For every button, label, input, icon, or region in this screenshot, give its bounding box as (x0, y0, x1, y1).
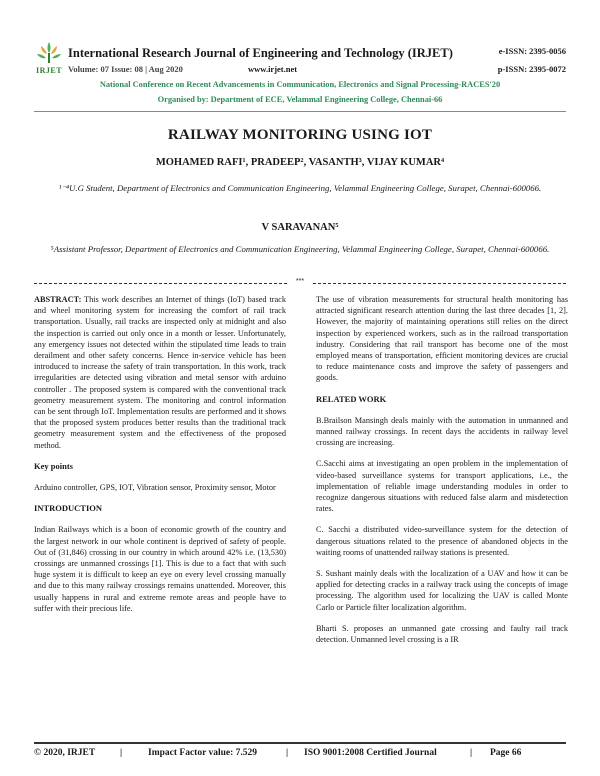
journal-header (34, 40, 566, 80)
related-work-paragraph: Bharti S. proposes an unmanned gate crossing and faulty rail track detection. Unmanned level crossing is a IR (316, 623, 568, 645)
page-footer (34, 748, 566, 762)
footer-rule (34, 742, 566, 744)
logo-text: IRJET (36, 66, 63, 75)
paper-title: RAILWAY MONITORING USING IOT (167, 127, 433, 143)
e-issn: e-ISSN: 2395-0056 (498, 46, 566, 56)
footer-copyright: © 2020, IRJET (34, 748, 96, 758)
affiliation-students: ¹⁻⁴U.G Student, Department of Electronics and Communication Engineering, Velammal Engineering College, Surapet, Chennai-600066. (58, 183, 542, 193)
journal-title: International Research Journal of Engineering and Technology (IRJET) (68, 46, 453, 60)
related-work-paragraph: S. Sushant mainly deals with the localization of a UAV and how it can be applied for detecting cracks in a railway track using the concepts of image processing. The algorithm used for localizing the UAV is called Monte Carlo or Particle filter localization algorithm. (316, 569, 568, 612)
keypoints-text: Arduino controller, GPS, IOT, Vibration sensor, Proximity sensor, Motor (34, 483, 276, 493)
separator-line-right (313, 283, 566, 284)
author-list: MOHAMED RAFI¹, PRADEEP², VASANTH³, VIJAY KUMAR⁴ (155, 157, 445, 168)
footer-iso: ISO 9001:2008 Certified Journal (304, 748, 437, 758)
author-supervisor: V SARAVANAN⁵ (261, 222, 339, 233)
header-rule (34, 111, 566, 112)
separator-mark: *** (295, 278, 305, 285)
related-work-paragraph: B.Brailson Mansingh deals mainly with the automation in unmanned and manned railway crossings. In recent days the accidents in railway level crossing are increasing. (316, 415, 568, 448)
introduction-continued: The use of vibration measurements for structural health monitoring has attracted significant research attention during the last three decades [1, 2]. However, the majority of maintaining operations still relies on the direct inspection by experienced workers, such as in the railroad transportation industry. Considering that rail transport has become one of the most employed means of transportation, efficient monitoring devices are crucial to reduce maintenance costs and improve the safety of passengers and goods. (316, 295, 568, 383)
journal-website[interactable]: www.irjet.net (248, 64, 298, 74)
conference-line: National Conference on Recent Advancements in Communication, Electronics and Signal Processing-RACES'20 (99, 80, 501, 89)
introduction-heading: INTRODUCTION (34, 503, 103, 514)
p-issn: p-ISSN: 2395-0072 (497, 64, 566, 74)
related-work-heading: RELATED WORK (316, 393, 387, 404)
abstract-paragraph (34, 294, 286, 451)
abstract-label: ABSTRACT: (34, 295, 82, 304)
section-separator (34, 278, 566, 288)
right-column (316, 294, 568, 655)
footer-page-number: Page 66 (490, 748, 522, 758)
related-work-paragraph: C. Sacchi a distributed video-surveillance system for the detection of dangerous situations related to the presence of abandoned objects in the waiting rooms of unattended railway stations is presented. (316, 525, 568, 557)
introduction-text: Indian Railways which is a boon of economic growth of the country and the largest network in our whole continent is deprived of safety of people. Out of (31,846) crossing in our country in which around 42% i.e. (13,530) crossings are unmanned crossings [1]. This is due to a fact that with such huge system it is difficult to keep an eye on every level crossing manually and due to this many railway crossings remains unattended. Moreover, this usually happens in rural and extreme remote areas and people have to suffer with their precious life. (34, 525, 286, 613)
footer-divider: | (120, 748, 123, 758)
related-work-paragraph: C.Sacchi aims at investigating an open problem in the implementation of video-based surveillance systems for transport applications, i.e., the implementation of reliable image understanding modules in order to recognize dangerous situations with reduced false alarm and misdetection rates. (316, 459, 568, 514)
keypoints-heading: Key points (34, 460, 73, 471)
footer-divider: | (286, 748, 289, 758)
left-column (34, 294, 286, 624)
footer-divider: | (470, 748, 473, 758)
affiliation-supervisor: ⁵Assistant Professor, Department of Electronics and Communication Engineering, Velammal Engineering College, Surapet, Chennai-600066. (50, 244, 550, 254)
volume-issue: Volume: 07 Issue: 08 | Aug 2020 (68, 64, 183, 74)
footer-impact-factor: Impact Factor value: 7.529 (148, 748, 258, 758)
abstract-text: This work describes an Internet of things (IoT) based track and wheel monitoring system for increasing the comfort of rail track transportation. Usually, rail tracks are inspected only at midnight and also the inspection is carried out only once in a month or lesser. Unfortunately, any emergency issues not detected within the stipulated time leads to train derailment and other safety concerns. Hence in-service vehicle has been introduced to increase the safety of train transportation. In this work, track irregularities are detected using vibration and metal sensor with arduino controller . The proposed system is compared with the conventional track geometry measurement system. The monitoring and control information can be sent through IoT. Implementation results are performed and it shows that the proposed system produces better results than the traditional track geometry measurement system and the effectiveness of the proposed method. (34, 295, 286, 450)
organiser-line: Organised by: Department of ECE, Velammal Engineering College, Chennai-66 (157, 95, 443, 104)
